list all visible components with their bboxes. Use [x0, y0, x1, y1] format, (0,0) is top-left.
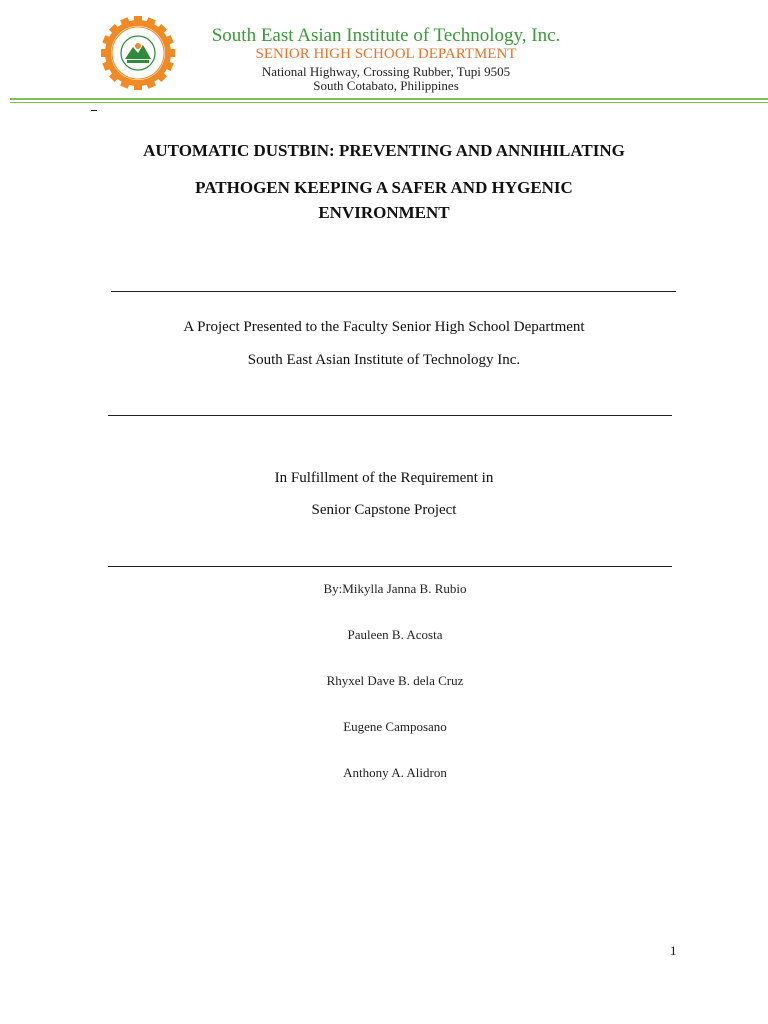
address-line-1: National Highway, Crossing Rubber, Tupi 9505 [261, 64, 511, 79]
author-name: Rhyxel Dave B. dela Cruz [326, 673, 464, 688]
fulfillment-line-1: In Fulfillment of the Requirement in [274, 470, 494, 486]
title-line-3: ENVIRONMENT [318, 203, 450, 222]
page-number: 1 [670, 943, 677, 958]
presented-line-2: South East Asian Institute of Technology Inc. [247, 352, 521, 368]
author-name: By:Mikylla Janna B. Rubio [323, 581, 467, 596]
department-name: SENIOR HIGH SCHOOL DEPARTMENT [255, 46, 517, 62]
address-line-2: South Cotabato, Philippines [313, 78, 459, 93]
title-line-2: PATHOGEN KEEPING A SAFER AND HYGENIC [195, 178, 573, 197]
fulfillment-line-2: Senior Capstone Project [311, 502, 457, 518]
separator-rule [111, 291, 676, 292]
stray-dash [91, 110, 97, 111]
header-divider-thin [10, 102, 768, 103]
title-line-1: AUTOMATIC DUSTBIN: PREVENTING AND ANNIHILATING [143, 141, 625, 160]
author-name: Anthony A. Alidron [343, 765, 447, 780]
author-name: Pauleen B. Acosta [347, 627, 443, 642]
institution-logo-icon [101, 16, 175, 90]
header-divider [10, 98, 768, 100]
separator-rule [108, 415, 672, 416]
institution-name: South East Asian Institute of Technology, Inc. [211, 25, 561, 46]
presented-line-1: A Project Presented to the Faculty Senior High School Department [183, 319, 585, 335]
separator-rule [108, 566, 672, 567]
author-name: Eugene Camposano [343, 719, 447, 734]
